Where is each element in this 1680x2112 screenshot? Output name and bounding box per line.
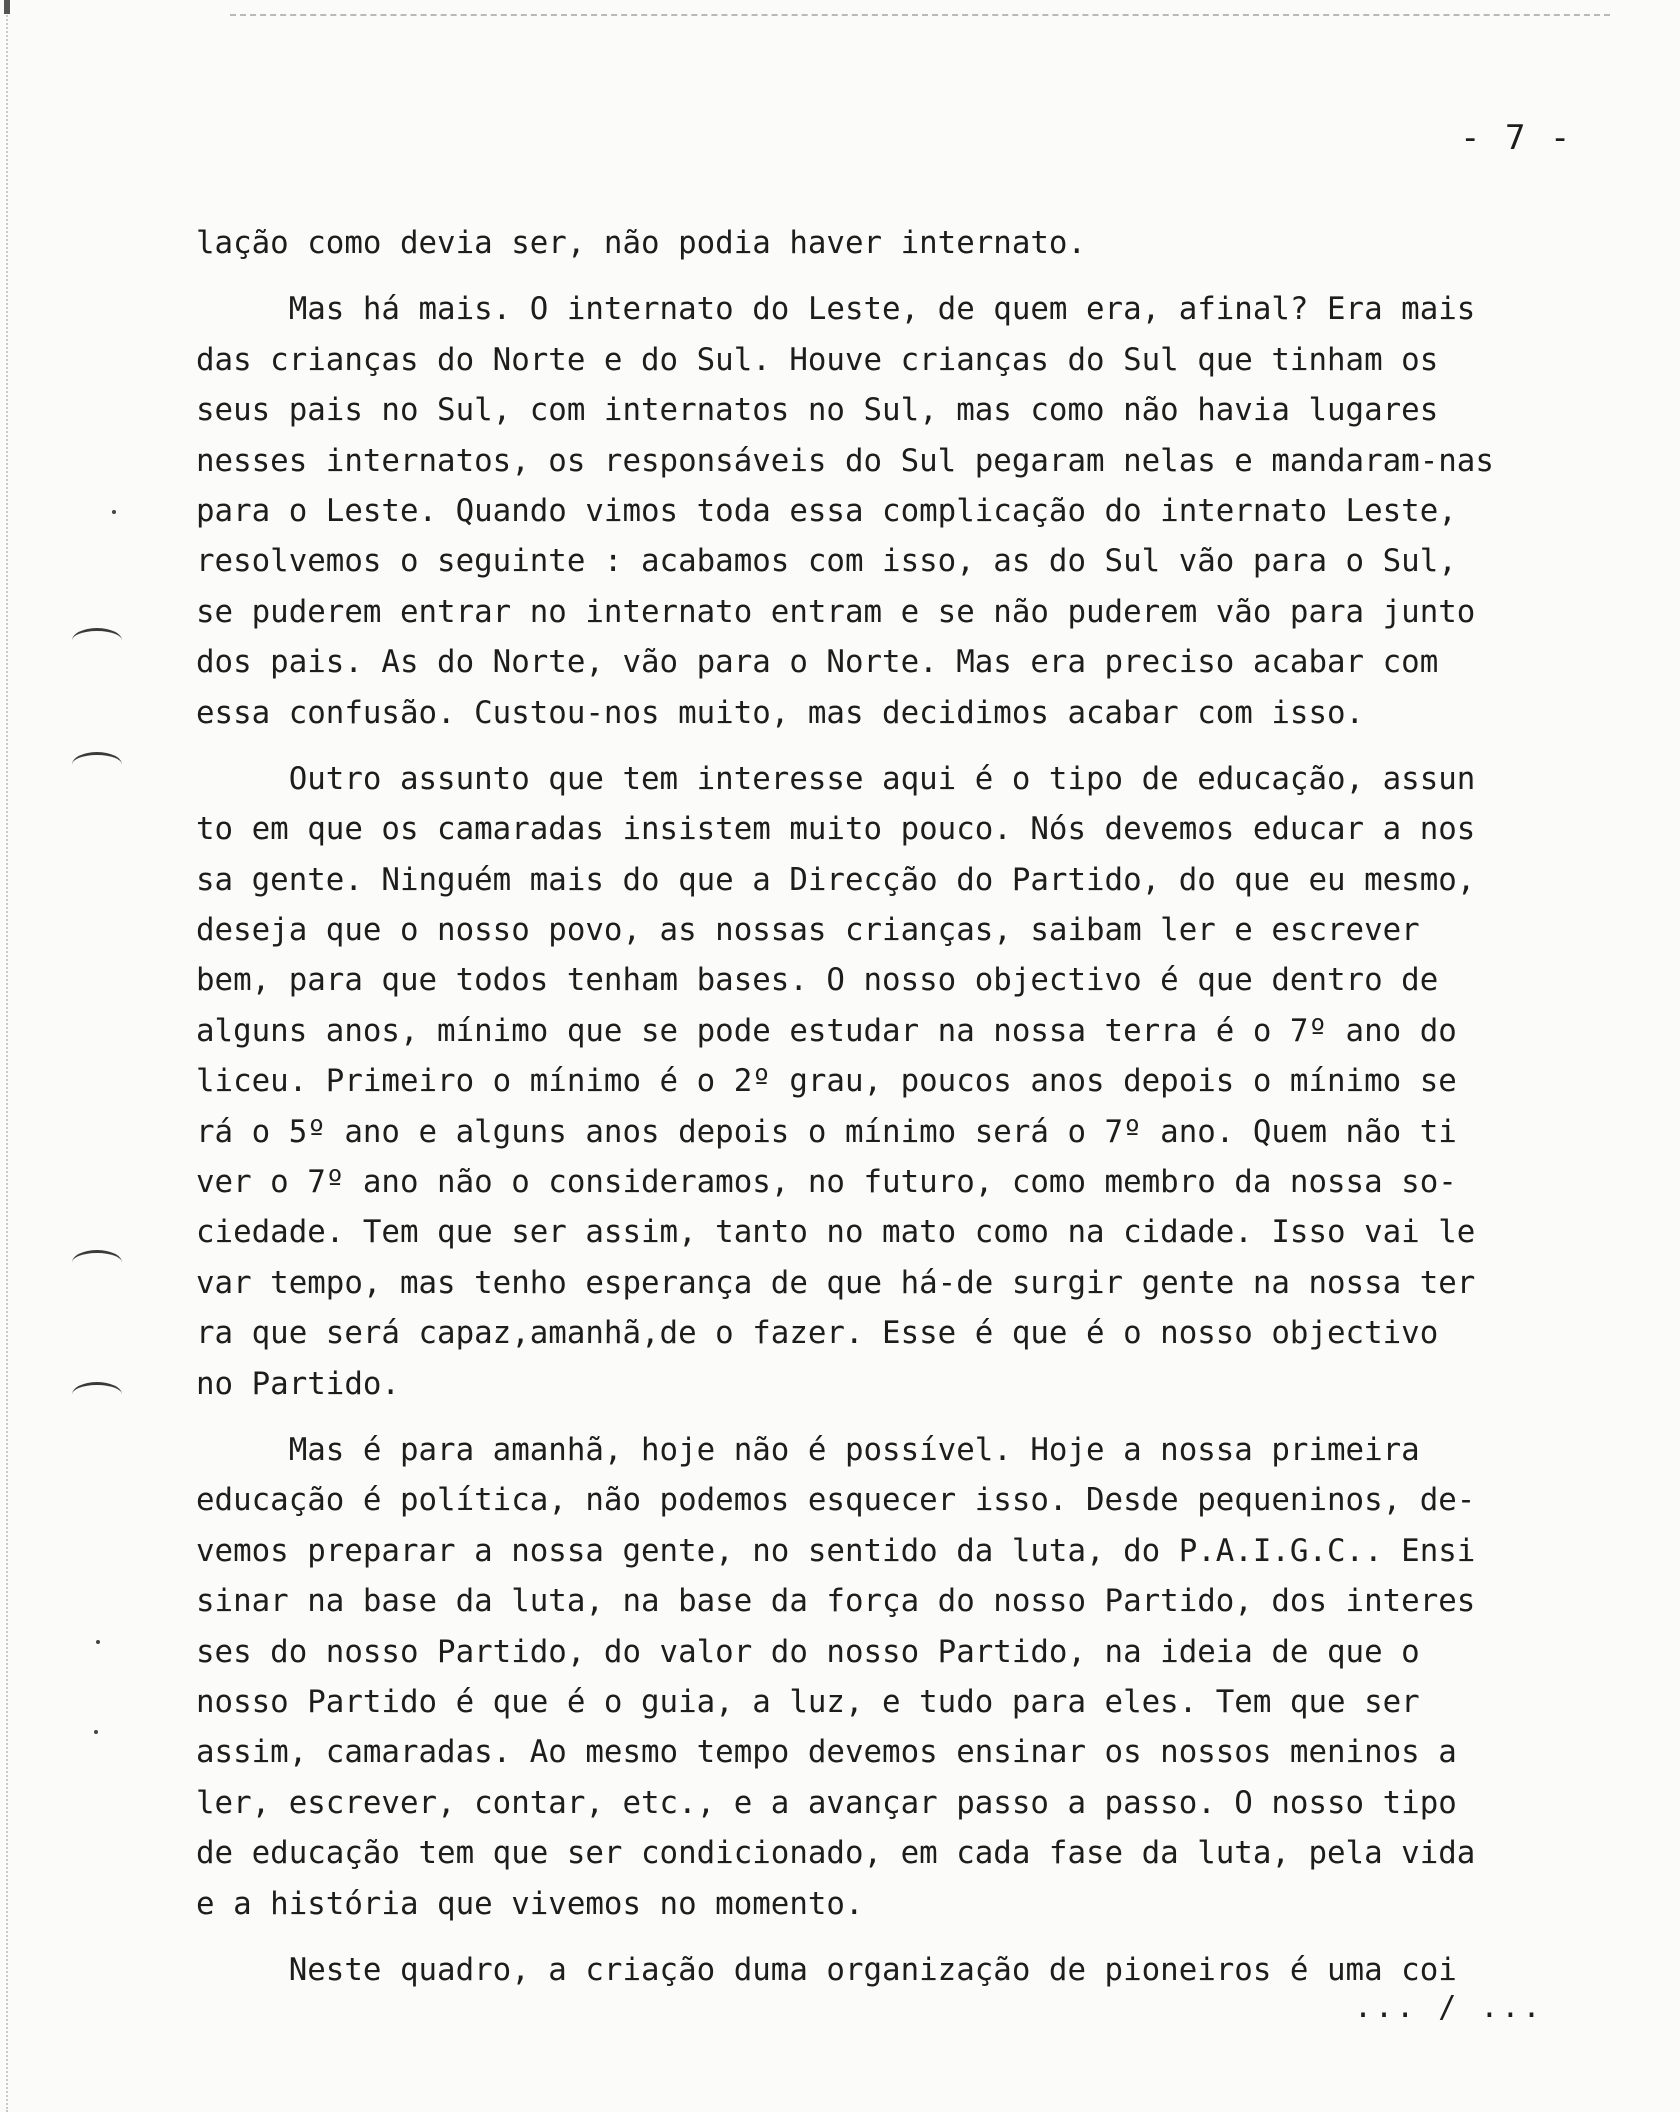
text-line: lação como devia ser, não podia haver internato.: [196, 225, 1086, 261]
text-line: no Partido.: [196, 1365, 400, 1402]
scan-speck: [112, 510, 116, 514]
text-line: essa confusão. Custou-nos muito, mas decidimos acabar com isso.: [196, 694, 1365, 731]
text-line: liceu. Primeiro o mínimo é o 2º grau, poucos anos depois o mínimo se: [196, 1063, 1457, 1100]
text-line: alguns anos, mínimo que se pode estudar na nossa terra é o 7º ano do: [196, 1012, 1457, 1049]
text-line: vemos preparar a nossa gente, no sentido da luta, do P.A.I.G.C.. Ensi: [196, 1532, 1476, 1569]
text-line: deseja que o nosso povo, as nossas crianças, saibam ler e escrever: [196, 912, 1420, 949]
paragraph: [196, 1425, 1636, 1929]
paragraph-gap: [196, 738, 1636, 754]
text-line: Neste quadro, a criação duma organização de pioneiros é uma coi: [196, 1951, 1457, 1988]
paragraph-gap: [196, 268, 1636, 284]
text-line: ra que será capaz,amanhã,de o fazer. Esse é que é o nosso objectivo: [196, 1315, 1439, 1352]
paragraph: [196, 218, 1636, 268]
paragraph-gap: [196, 1929, 1636, 1945]
text-line: dos pais. As do Norte, vão para o Norte. Mas era preciso acabar com: [196, 644, 1439, 681]
text-line: to em que os camaradas insistem muito pouco. Nós devemos educar a nos: [196, 811, 1476, 848]
text-line: bem, para que todos tenham bases. O nosso objectivo é que dentro de: [196, 962, 1439, 999]
text-line: seus pais no Sul, com internatos no Sul, mas como não havia lugares: [196, 392, 1439, 429]
punch-hole-mark: [72, 1382, 122, 1407]
text-line: ses do nosso Partido, do valor do nosso Partido, na ideia de que o: [196, 1633, 1420, 1670]
paragraph-gap: [196, 1409, 1636, 1425]
text-line: sa gente. Ninguém mais do que a Direcção do Partido, do que eu mesmo,: [196, 861, 1476, 898]
text-line: nesses internatos, os responsáveis do Sul pegaram nelas e mandaram-nas: [196, 442, 1494, 479]
body-text: [196, 218, 1636, 1995]
text-line: Outro assunto que tem interesse aqui é o tipo de educação, assun: [196, 760, 1476, 797]
punch-hole-mark: [72, 752, 122, 777]
text-line: rá o 5º ano e alguns anos depois o mínimo será o 7º ano. Quem não ti: [196, 1113, 1457, 1150]
text-line: Mas há mais. O internato do Leste, de quem era, afinal? Era mais: [196, 291, 1476, 328]
punch-hole-mark: [72, 1250, 122, 1275]
text-line: var tempo, mas tenho esperança de que há-de surgir gente na nossa ter: [196, 1264, 1476, 1301]
text-line: para o Leste. Quando vimos toda essa complicação do internato Leste,: [196, 492, 1457, 529]
text-line: de educação tem que ser condicionado, em cada fase da luta, pela vida: [196, 1835, 1476, 1872]
scan-speck: [96, 1640, 100, 1644]
text-line: e a história que vivemos no momento.: [196, 1885, 864, 1922]
text-line: resolvemos o seguinte : acabamos com isso, as do Sul vão para o Sul,: [196, 543, 1457, 580]
text-line: Mas é para amanhã, hoje não é possível. Hoje a nossa primeira: [196, 1431, 1420, 1468]
scan-left-edge: [6, 0, 8, 2112]
paragraph: [196, 1945, 1636, 1995]
text-line: ler, escrever, contar, etc., e a avançar passo a passo. O nosso tipo: [196, 1784, 1457, 1821]
text-line: se puderem entrar no internato entram e se não puderem vão para junto: [196, 593, 1476, 630]
continuation-marker: ... / ...: [1354, 1990, 1544, 2025]
paragraph: [196, 754, 1636, 1409]
page-number: - 7 -: [1460, 118, 1573, 158]
text-line: sinar na base da luta, na base da força do nosso Partido, dos interes: [196, 1583, 1476, 1620]
text-line: das crianças do Norte e do Sul. Houve crianças do Sul que tinham os: [196, 341, 1439, 378]
text-line: educação é política, não podemos esquecer isso. Desde pequeninos, de-: [196, 1482, 1476, 1519]
paragraph: [196, 284, 1636, 738]
text-line: assim, camaradas. Ao mesmo tempo devemos ensinar os nossos meninos a: [196, 1734, 1457, 1771]
scan-speck: [94, 1730, 98, 1734]
text-line: ciedade. Tem que ser assim, tanto no mato como na cidade. Isso vai le: [196, 1214, 1476, 1251]
scan-corner-mark: [4, 0, 10, 14]
text-line: nosso Partido é que é o guia, a luz, e tudo para eles. Tem que ser: [196, 1683, 1420, 1720]
scan-top-edge: [230, 14, 1610, 16]
text-line: ver o 7º ano não o consideramos, no futuro, como membro da nossa so-: [196, 1164, 1457, 1201]
punch-hole-mark: [72, 628, 122, 653]
